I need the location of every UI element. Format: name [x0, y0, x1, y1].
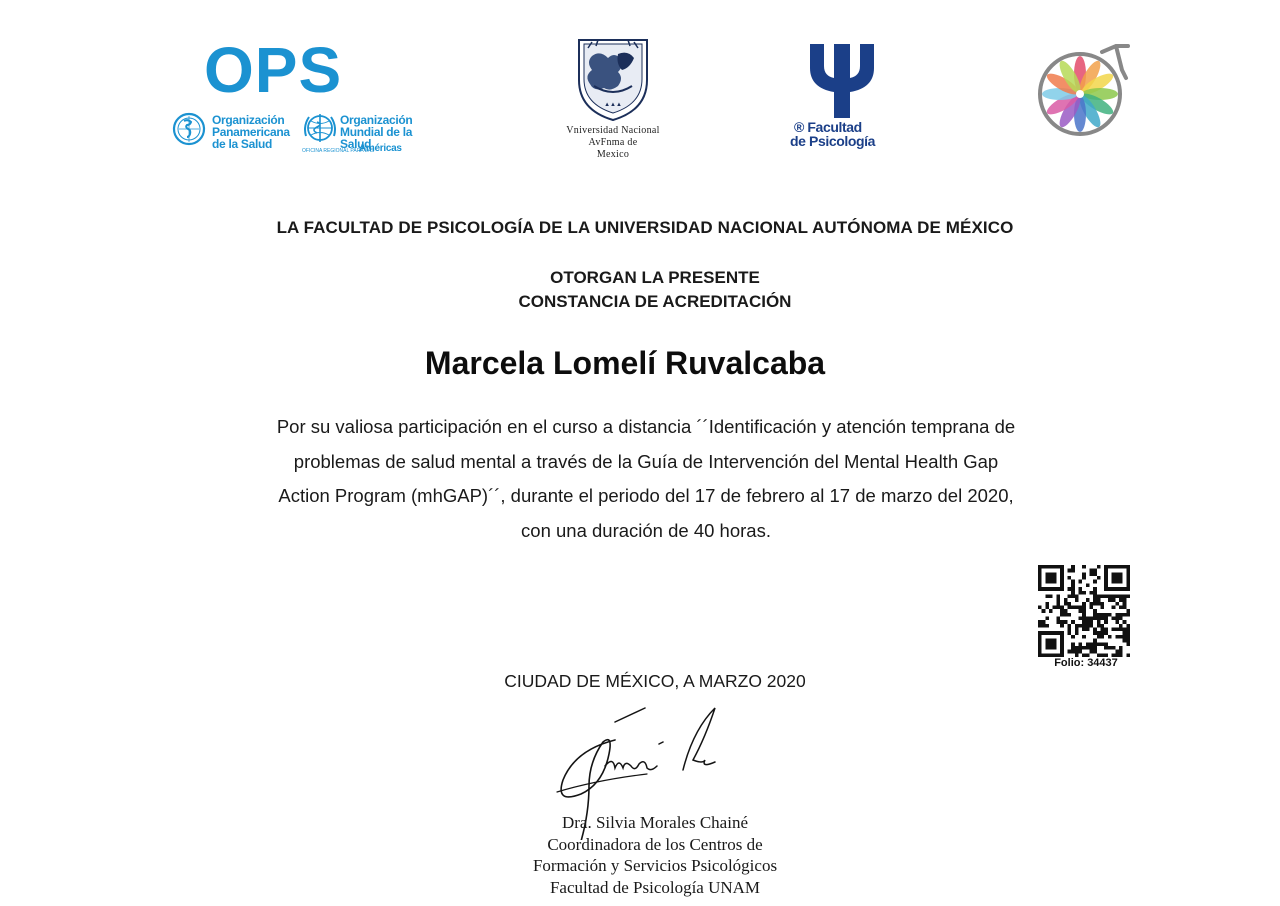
paho-name-line: Panamericana	[212, 125, 290, 139]
who-name-line: Mundial de la Salud	[340, 125, 413, 151]
signer-name: Dra. Silvia Morales Chainé	[561, 813, 748, 832]
unam-text-line: Vniversidad Nacional	[566, 125, 660, 136]
facultad-psicologia-logo	[788, 40, 898, 155]
signer-institution: Facultad de Psicología UNAM	[549, 877, 761, 897]
unam-logo	[558, 36, 668, 166]
psi-symbol-icon	[806, 40, 878, 118]
regional-americas-text: Américas	[359, 143, 402, 154]
ops-logo	[172, 34, 432, 159]
institution-heading: LA FACULTAD DE PSICOLOGÍA DE LA UNIVERSIDAD NACIONAL AUTÓNOMA DE MÉXICO	[276, 218, 1014, 237]
unam-text-line: AvFnma de	[588, 137, 638, 148]
grant-line-1: OTORGAN LA PRESENTE	[550, 268, 760, 287]
folio-number: Folio: 34437	[1054, 657, 1118, 669]
signer-block	[455, 812, 855, 898]
recipient-name: Marcela Lomelí Ruvalcaba	[424, 345, 826, 381]
qr-code[interactable]	[1038, 565, 1130, 657]
signer-title: Formación y Servicios Psicológicos	[532, 856, 778, 875]
centros-formacion-logo	[1030, 38, 1130, 150]
unam-text-line: Mexico	[596, 149, 630, 160]
grant-line-2: CONSTANCIA DE ACREDITACIÓN	[518, 292, 792, 311]
signer-title: Coordinadora de los Centros de	[547, 834, 763, 854]
facultad-text-line: ® Facultad	[794, 119, 862, 135]
body-line: Action Program (mhGAP)´´, durante el periodo del 17 de febrero al 17 de marzo del 2020,	[278, 485, 1014, 506]
unam-shield-icon	[574, 36, 652, 122]
place-date: CIUDAD DE MÉXICO, A MARZO 2020	[504, 671, 806, 691]
paho-name-line: de la Salud	[212, 137, 273, 151]
regional-office-small-text: OFICINA REGIONAL PARA LAS	[302, 148, 375, 154]
bicycle-flower-icon	[1030, 38, 1130, 150]
facultad-text-line: de Psicología	[790, 133, 876, 149]
ops-wordmark: OPS	[204, 34, 343, 106]
body-line: con una duración de 40 horas.	[521, 519, 771, 541]
body-line: problemas de salud mental a través de la Guía de Intervención del Mental Health Gap	[293, 450, 999, 472]
certificate-body	[246, 410, 1046, 548]
paho-name-line: Organización	[212, 113, 285, 127]
who-name-line: Organización	[340, 113, 413, 127]
svg-text:▲▲▲: ▲▲▲	[604, 102, 622, 108]
who-emblem-icon	[302, 110, 338, 146]
paho-globe-icon	[172, 112, 206, 146]
body-line: Por su valiosa participación en el curso a distancia ´´Identificación y atención temprana de	[276, 416, 1016, 437]
